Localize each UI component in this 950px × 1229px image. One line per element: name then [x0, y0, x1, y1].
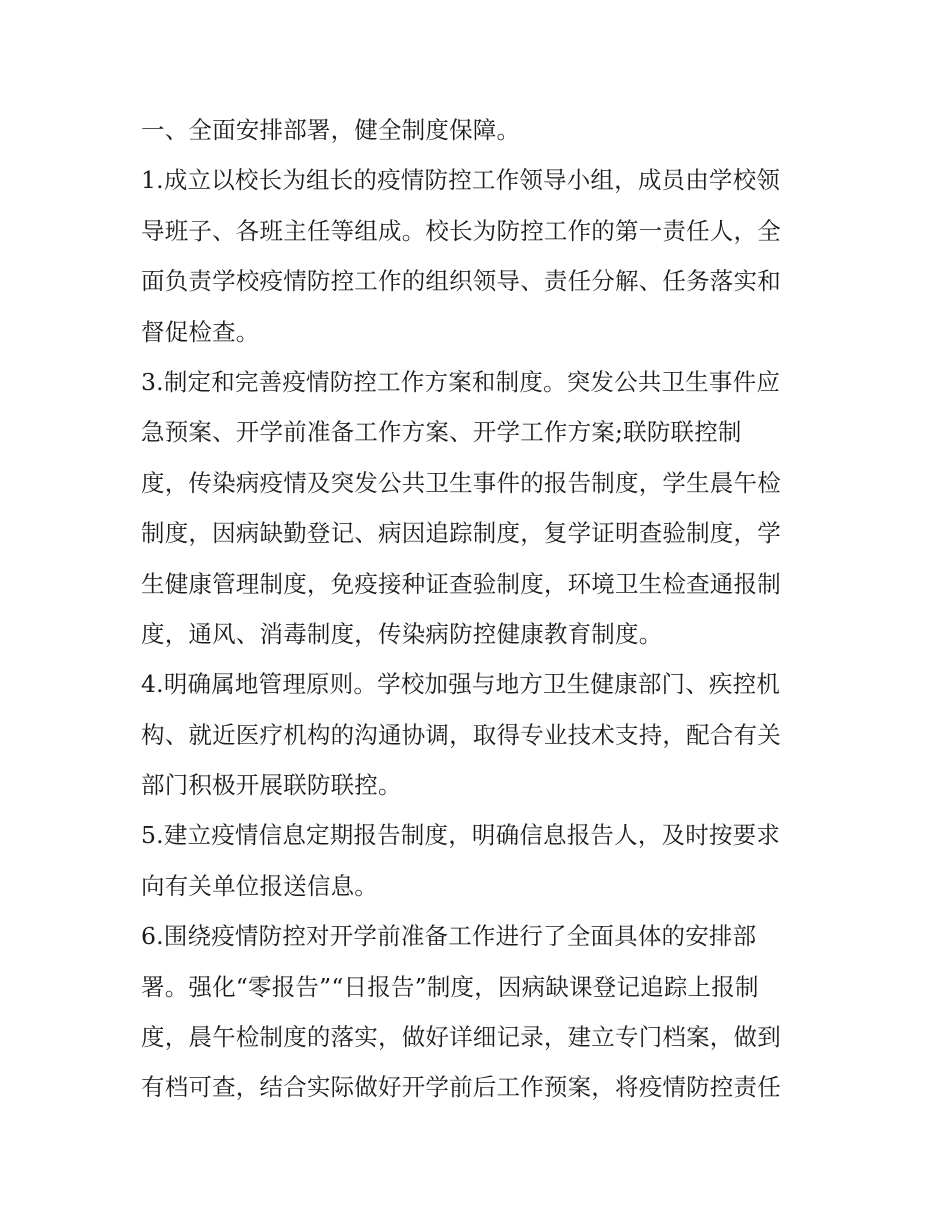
- text-line: 1.成立以校长为组长的疫情防控工作领导小组，成员由学校领: [141, 166, 781, 195]
- text-line: 度，晨午检制度的落实，做好详细记录，建立专门档案，做到: [141, 1023, 781, 1052]
- text-line: 3.制定和完善疫情防控工作方案和制度。突发公共卫生事件应: [141, 367, 781, 396]
- text-line: 5.建立疫情信息定期报告制度，明确信息报告人，及时按要求: [141, 821, 781, 850]
- text-line: 向有关单位报送信息。: [141, 871, 378, 900]
- text-line: 面负责学校疫情防控工作的组织领导、责任分解、任务落实和: [141, 267, 781, 296]
- text-line: 部门积极开展联防联控。: [141, 771, 402, 800]
- text-line: 度，传染病疫情及突发公共卫生事件的报告制度，学生晨午检: [141, 468, 781, 497]
- text-line: 制度，因病缺勤登记、病因追踪制度，复学证明查验制度，学: [141, 519, 781, 548]
- text-line: 度，通风、消毒制度，传染病防控健康教育制度。: [141, 619, 663, 648]
- text-line: 6.围绕疫情防控对开学前准备工作进行了全面具体的安排部: [141, 922, 757, 951]
- text-line: 生健康管理制度，免疫接种证查验制度，环境卫生检查通报制: [141, 569, 781, 598]
- section-heading: 一、全面安排部署，健全制度保障。: [141, 116, 521, 144]
- text-line: 导班子、各班主任等组成。校长为防控工作的第一责任人，全: [141, 216, 781, 245]
- text-line: 有档可查，结合实际做好开学前后工作预案，将疫情防控责任: [141, 1073, 781, 1102]
- text-line: 督促检查。: [141, 317, 260, 346]
- text-line: 急预案、开学前准备工作方案、开学工作方案;联防联控制: [141, 418, 742, 447]
- document-body: [141, 105, 816, 1113]
- text-line: 署。强化“零报告”“日报告”制度，因病缺课登记追踪上报制: [141, 972, 759, 1001]
- text-line: 4.明确属地管理原则。学校加强与地方卫生健康部门、疾控机: [141, 670, 781, 699]
- text-line: 构、就近医疗机构的沟通协调，取得专业技术支持，配合有关: [141, 720, 781, 749]
